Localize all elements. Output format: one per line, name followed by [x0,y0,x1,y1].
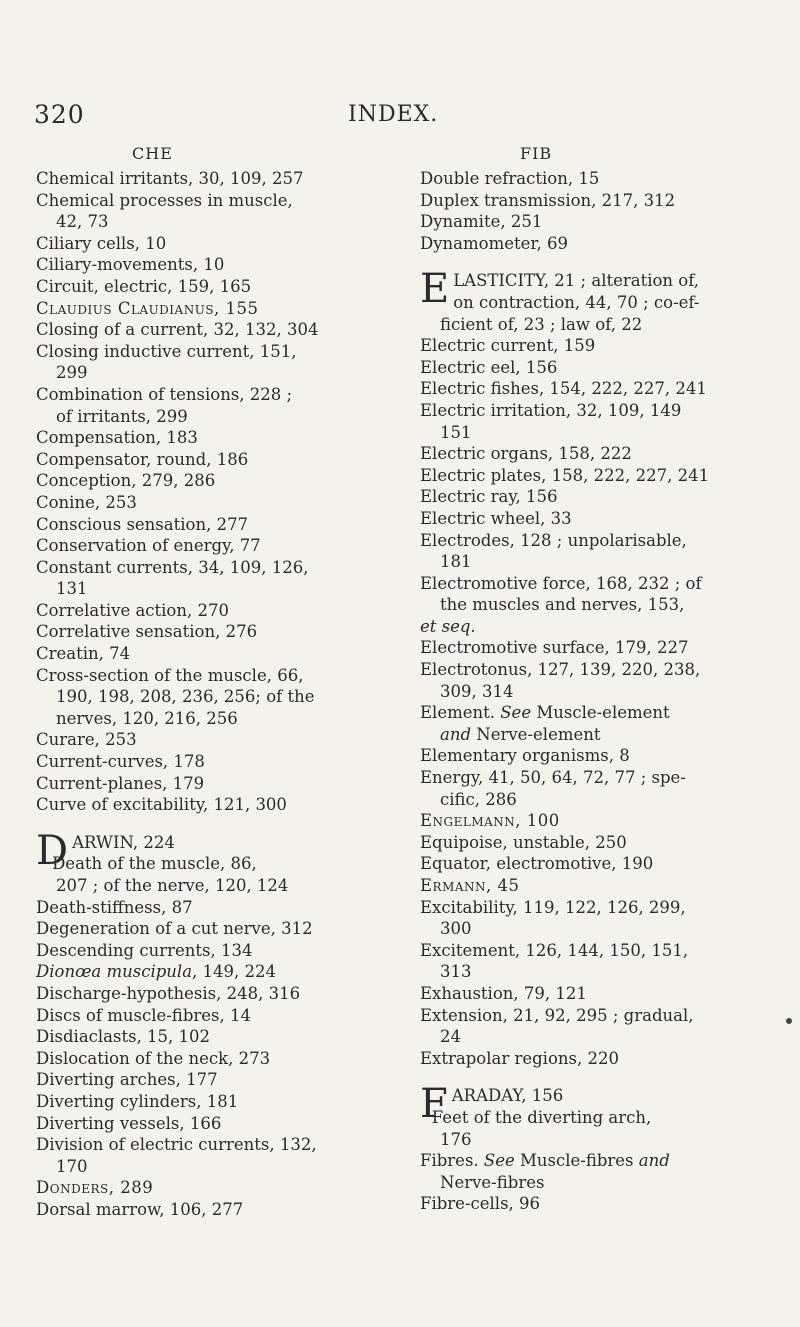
index-entry: Curve of excitability, 121, 300 [36,795,287,815]
index-entry: Curare, 253 [36,730,137,750]
index-entry: Extension, 21, 92, 295 ; gradual, 24 [420,1005,694,1047]
index-entry: Closing of a current, 32, 132, 304 [36,320,319,340]
drop-cap-d: D [36,827,69,874]
index-entry: Circuit, electric, 159, 165 [36,276,252,296]
index-entry: Fibre-cells, 96 [420,1194,541,1214]
index-entry-fibres [420,1150,785,1193]
index-entry: Electromotive surface, 179, 227 [420,638,689,658]
et-seq: et seq. [420,616,476,636]
index-entry: Constant currents, 34, 109, 126, 131 [36,557,309,599]
index-entry: Electric wheel, 33 [420,508,572,528]
fibres-and: and [638,1151,670,1171]
index-entry: Conservation of energy, 77 [36,536,261,556]
index-entry: Descending currents, 134 [36,940,253,960]
element-see: See [500,703,532,723]
element-and: and [440,724,472,744]
index-entry: Equator, electromotive, 190 [420,854,654,874]
fibres-a: Fibres. [420,1151,484,1171]
left-column [36,140,401,1221]
index-entry-et-seq [420,616,785,638]
index-entry: Electric current, 159 [420,336,596,356]
index-entry: Combination of tensions, 228 ; of irritants, 299 [36,384,293,426]
fibres-see: See [483,1151,515,1171]
e-entries [420,266,785,1069]
index-entry: Diverting vessels, 166 [36,1113,222,1133]
index-entry: Excitement, 126, 144, 150, 151, 313 [420,940,689,982]
index-entry: Discs of muscle-fibres, 14 [36,1005,251,1025]
index-entry-dionaea [36,961,401,983]
index-entry: Electrotonus, 127, 139, 220, 238, 309, 314 [420,660,701,701]
element-a: Element. [420,703,501,723]
index-entry: Current-curves, 178 [36,752,205,772]
fibres-c: Nerve-fibres [440,1172,545,1192]
index-entry: Conine, 253 [36,492,137,512]
index-entry: Double refraction, 15 [420,169,600,188]
index-entry: Disdiaclasts, 15, 102 [36,1027,211,1047]
darwin-text: ARWIN, 224 [72,832,175,852]
index-entry: Duplex transmission, 217, 312 [420,190,676,210]
index-entry: Conscious sensation, 277 [36,514,249,534]
index-entry: Diverting arches, 177 [36,1070,218,1090]
index-entry-element [420,702,785,745]
index-entry: Current-planes, 179 [36,773,205,793]
index-entry: Extrapolar regions, 220 [420,1048,619,1068]
guide-word-right: FIB [520,144,553,163]
index-entry: Electric eel, 156 [420,357,558,377]
elasticity-text: LASTICITY, 21 ; alteration of, on contraction, 44, 70 ; co-ef- ficient of, 23 ; law of, 22 [440,271,700,334]
f-entries [420,1081,785,1215]
drop-cap-e: E [420,266,450,313]
index-entry: Electric irritation, 32, 109, 149 151 [420,400,682,442]
index-entry: Chemical processes in muscle, 42, 73 [36,190,293,232]
index-entry: Energy, 41, 50, 64, 72, 77 ; spe- cific, 286 [420,768,686,809]
index-entry: Ermann, 45 [420,876,520,895]
index-entry-elasticity [420,266,785,335]
index-entry: Correlative sensation, 276 [36,622,258,642]
index-entry: Diverting cylinders, 181 [36,1091,239,1111]
index-entry: Degeneration of a cut nerve, 312 [36,919,313,939]
index-entry: Dynamite, 251 [420,212,543,232]
d-entries [36,827,401,1221]
index-entry: Chemical irritants, 30, 109, 257 [36,169,304,188]
d-entries-cont [420,168,785,254]
index-entry: Electric organs, 158, 222 [420,444,632,464]
index-entry: Closing inductive current, 151, 299 [36,341,297,383]
page-header [0,100,800,140]
faraday-text: ARADAY, 156 [451,1086,564,1106]
index-entry: Discharge-hypothesis, 248, 316 [36,983,301,1003]
index-entry: Correlative action, 270 [36,600,229,620]
section-gap [36,816,401,832]
index-entry: Electric plates, 158, 222, 227, 241 [420,465,710,485]
index-entry: Ciliary cells, 10 [36,233,167,253]
index-entry: Engelmann, 100 [420,811,560,831]
right-column [420,140,785,1215]
ink-dot [786,1018,792,1024]
index-entry: Dynamometer, 69 [420,233,568,253]
index-entry: Electrodes, 128 ; unpolarisable, 181 [420,530,687,572]
index-entry: Dorsal marrow, 106, 277 [36,1199,244,1219]
dionaea-pages: , 149, 224 [192,962,276,982]
index-entry: Creatin, 74 [36,644,131,664]
running-head: INDEX. [348,102,439,127]
section-gap [420,1069,785,1085]
index-entry: Equipoise, unstable, 250 [420,832,627,852]
index-entry: Death-stiffness, 87 [36,897,193,917]
index-entry: Elementary organisms, 8 [420,746,630,766]
index-entry-darwin [36,827,401,874]
index-entry: Electromotive force, 168, 232 ; of the muscles and nerves, 153, [420,573,702,615]
index-entry: Division of electric currents, 132, 170 [36,1135,317,1176]
index-entry: Excitability, 119, 122, 126, 299, 300 [420,897,686,939]
index-entry: Cross-section of the muscle, 66, 190, 198, 208, 236, 256; of the nerves, 120, 216, 256 [36,665,315,728]
index-entry: Dislocation of the neck, 273 [36,1048,271,1068]
index-entry: Electric ray, 156 [420,487,558,507]
index-entry: Exhaustion, 79, 121 [420,983,587,1003]
index-entry: Conception, 279, 286 [36,471,216,491]
section-gap [420,254,785,270]
c-entries [36,168,401,816]
fibres-b: Muscle-fibres [514,1151,639,1171]
page-number: 320 [34,100,85,129]
index-entry: Electric fishes, 154, 222, 227, 241 [420,379,707,399]
index-entry: Ciliary-movements, 10 [36,255,225,275]
guide-word-left: CHE [132,144,173,163]
index-entry: Compensator, round, 186 [36,449,249,469]
element-b: Muscle-element [536,703,670,723]
index-entry: Donders, 289 [36,1178,154,1198]
index-entry: Feet of the diverting arch, 176 [431,1107,652,1149]
index-entry: Death of the muscle, 86, 207 ; of the nerve, 120, 124 [52,854,289,895]
index-entry: Compensation, 183 [36,428,198,448]
element-c: Nerve-element [471,724,601,744]
drop-cap-f: F [420,1081,448,1128]
dionaea-name: Dionœa muscipula [36,962,193,982]
index-entry: Claudius Claudianus, 155 [36,298,259,318]
